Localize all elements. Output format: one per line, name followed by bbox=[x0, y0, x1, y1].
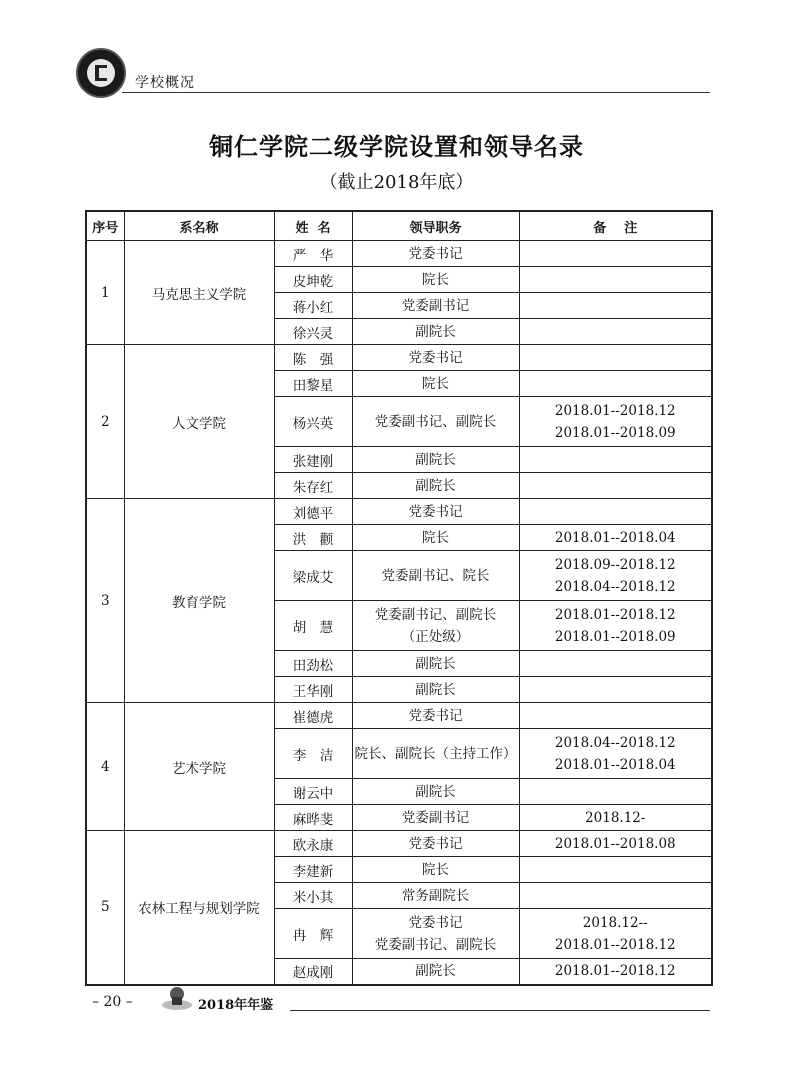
leader-name: 张建刚 bbox=[274, 447, 352, 473]
yearbook-title: 2018年年鉴 bbox=[198, 998, 274, 1013]
leader-name: 田黎星 bbox=[274, 371, 352, 397]
leader-name: 蒋小红 bbox=[274, 293, 352, 319]
group-number: 5 bbox=[86, 831, 124, 985]
leader-position bbox=[352, 293, 519, 319]
remark-cell bbox=[519, 883, 712, 909]
remark-cell bbox=[519, 729, 712, 779]
leader-name: 谢云中 bbox=[274, 779, 352, 805]
table-row bbox=[86, 831, 712, 857]
leadership-table bbox=[85, 210, 713, 986]
leader-position bbox=[352, 601, 519, 651]
leader-position bbox=[352, 397, 519, 447]
remark-cell bbox=[519, 703, 712, 729]
leader-position bbox=[352, 319, 519, 345]
remark-line: 2018.04--2018.12 bbox=[554, 578, 676, 595]
leader-position bbox=[352, 779, 519, 805]
leader-position bbox=[352, 473, 519, 499]
header-divider bbox=[122, 92, 710, 93]
position-line: 副院长 bbox=[415, 477, 456, 494]
col-header-num: 序号 bbox=[86, 211, 124, 241]
position-line: 党委书记 bbox=[408, 349, 463, 366]
leader-name: 米小其 bbox=[274, 883, 352, 909]
position-line: 院长、副院长（主持工作） bbox=[354, 745, 517, 762]
leader-name: 李建新 bbox=[274, 857, 352, 883]
leader-position bbox=[352, 371, 519, 397]
leader-position bbox=[352, 651, 519, 677]
leader-position bbox=[352, 883, 519, 909]
remark-line: 2018.01--2018.12 bbox=[554, 963, 676, 980]
col-header-note: 备 注 bbox=[519, 211, 712, 241]
remark-cell bbox=[519, 241, 712, 267]
leader-name: 朱存红 bbox=[274, 473, 352, 499]
remark-cell bbox=[519, 551, 712, 601]
table-row bbox=[86, 703, 712, 729]
leader-position bbox=[352, 805, 519, 831]
group-number: 2 bbox=[86, 345, 124, 499]
remark-cell bbox=[519, 473, 712, 499]
table-header-row bbox=[86, 211, 712, 241]
position-line: 党委书记 bbox=[408, 503, 463, 520]
remark-cell bbox=[519, 805, 712, 831]
page-subtitle: （截止2018年底） bbox=[319, 172, 474, 193]
position-line: 党委副书记、副院长 bbox=[374, 936, 497, 953]
position-line: 院长 bbox=[422, 529, 449, 546]
col-header-dept: 系名称 bbox=[124, 211, 274, 241]
leader-position bbox=[352, 525, 519, 551]
remark-cell bbox=[519, 651, 712, 677]
footer-divider bbox=[290, 1010, 710, 1011]
leader-position bbox=[352, 677, 519, 703]
remark-cell bbox=[519, 677, 712, 703]
remark-line: 2018.12- bbox=[585, 809, 646, 826]
position-line: 党委书记 bbox=[408, 707, 463, 724]
remark-cell bbox=[519, 831, 712, 857]
remark-line: 2018.09--2018.12 bbox=[554, 556, 676, 573]
position-line: 副院长 bbox=[415, 963, 456, 980]
position-line: 副院长 bbox=[415, 451, 456, 468]
col-header-duty: 领导职务 bbox=[352, 211, 519, 241]
position-line: （正处级） bbox=[401, 628, 470, 645]
leader-position bbox=[352, 729, 519, 779]
leader-name: 皮坤乾 bbox=[274, 267, 352, 293]
leader-name: 徐兴灵 bbox=[274, 319, 352, 345]
remark-line: 2018.04--2018.12 bbox=[554, 734, 676, 751]
position-line: 党委书记 bbox=[408, 914, 463, 931]
remark-cell bbox=[519, 857, 712, 883]
position-line: 党委书记 bbox=[408, 835, 463, 852]
leader-name: 欧永康 bbox=[274, 831, 352, 857]
position-line: 院长 bbox=[422, 375, 449, 392]
remark-cell bbox=[519, 267, 712, 293]
leader-name: 陈 强 bbox=[274, 345, 352, 371]
leader-position bbox=[352, 499, 519, 525]
leader-name: 崔德虎 bbox=[274, 703, 352, 729]
table-row bbox=[86, 499, 712, 525]
group-number: 3 bbox=[86, 499, 124, 703]
leader-name: 杨兴英 bbox=[274, 397, 352, 447]
col-header-name: 姓 名 bbox=[274, 211, 352, 241]
department-name: 农林工程与规划学院 bbox=[124, 831, 274, 985]
leader-name: 李 洁 bbox=[274, 729, 352, 779]
leader-position bbox=[352, 447, 519, 473]
position-line: 常务副院长 bbox=[401, 887, 470, 904]
position-line: 院长 bbox=[422, 271, 449, 288]
remark-line: 2018.01--2018.09 bbox=[554, 424, 676, 441]
table-row bbox=[86, 241, 712, 267]
remark-cell bbox=[519, 909, 712, 959]
leader-name: 王华刚 bbox=[274, 677, 352, 703]
department-name: 艺术学院 bbox=[124, 703, 274, 831]
leader-name: 赵成刚 bbox=[274, 959, 352, 985]
leader-name: 刘德平 bbox=[274, 499, 352, 525]
leader-position bbox=[352, 345, 519, 371]
position-line: 副院长 bbox=[415, 681, 456, 698]
remark-cell bbox=[519, 447, 712, 473]
remark-cell bbox=[519, 959, 712, 985]
leader-position bbox=[352, 959, 519, 985]
remark-cell bbox=[519, 779, 712, 805]
remark-cell bbox=[519, 293, 712, 319]
leader-name: 洪 颧 bbox=[274, 525, 352, 551]
position-line: 副院长 bbox=[415, 783, 456, 800]
position-line: 党委书记 bbox=[408, 245, 463, 262]
position-line: 院长 bbox=[422, 861, 449, 878]
leader-name: 田劲松 bbox=[274, 651, 352, 677]
remark-line: 2018.01--2018.12 bbox=[554, 402, 676, 419]
leader-name: 严 华 bbox=[274, 241, 352, 267]
page-number: – 20 – bbox=[92, 994, 133, 1010]
leader-name: 冉 辉 bbox=[274, 909, 352, 959]
leader-position bbox=[352, 241, 519, 267]
remark-cell bbox=[519, 345, 712, 371]
remark-cell bbox=[519, 371, 712, 397]
leader-position bbox=[352, 857, 519, 883]
table-row bbox=[86, 345, 712, 371]
leader-position bbox=[352, 267, 519, 293]
leader-position bbox=[352, 831, 519, 857]
position-line: 党委副书记、院长 bbox=[381, 567, 490, 584]
leader-name: 胡 慧 bbox=[274, 601, 352, 651]
position-line: 副院长 bbox=[415, 655, 456, 672]
remark-line: 2018.01--2018.08 bbox=[554, 835, 676, 852]
position-line: 党委副书记、副院长 bbox=[374, 606, 497, 623]
remark-cell bbox=[519, 397, 712, 447]
leader-name: 梁成艾 bbox=[274, 551, 352, 601]
remark-line: 2018.01--2018.12 bbox=[554, 606, 676, 623]
remark-line: 2018.01--2018.04 bbox=[554, 756, 676, 773]
remark-line: 2018.01--2018.09 bbox=[554, 628, 676, 645]
header-section-label: 学校概况 bbox=[135, 75, 195, 91]
position-line: 副院长 bbox=[415, 323, 456, 340]
remark-line: 2018.12-- bbox=[582, 914, 648, 931]
position-line: 党委副书记 bbox=[401, 809, 470, 826]
remark-line: 2018.01--2018.12 bbox=[554, 936, 676, 953]
group-number: 4 bbox=[86, 703, 124, 831]
remark-cell bbox=[519, 525, 712, 551]
department-name: 人文学院 bbox=[124, 345, 274, 499]
yearbook-mascot-icon bbox=[160, 985, 194, 1011]
university-seal-logo bbox=[76, 48, 126, 98]
position-line: 党委副书记、副院长 bbox=[374, 413, 497, 430]
remark-cell bbox=[519, 319, 712, 345]
department-name: 教育学院 bbox=[124, 499, 274, 703]
group-number: 1 bbox=[86, 241, 124, 345]
remark-cell bbox=[519, 499, 712, 525]
leader-position bbox=[352, 909, 519, 959]
page-title: 铜仁学院二级学院设置和领导名录 bbox=[209, 132, 584, 161]
department-name: 马克思主义学院 bbox=[124, 241, 274, 345]
leader-position bbox=[352, 703, 519, 729]
remark-cell bbox=[519, 601, 712, 651]
position-line: 党委副书记 bbox=[401, 297, 470, 314]
leader-position bbox=[352, 551, 519, 601]
remark-line: 2018.01--2018.04 bbox=[554, 529, 676, 546]
leader-name: 麻晔斐 bbox=[274, 805, 352, 831]
